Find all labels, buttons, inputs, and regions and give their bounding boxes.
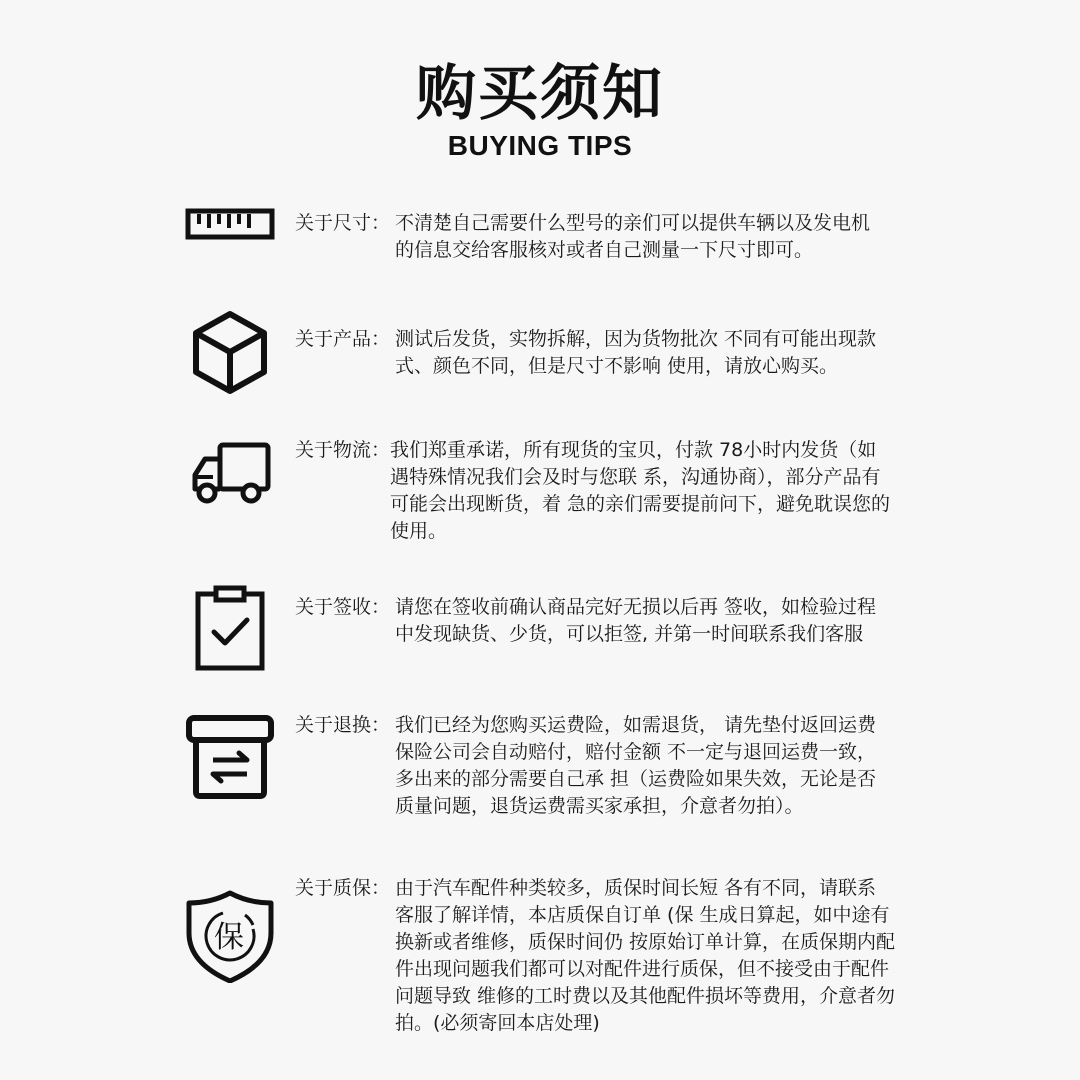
page-subtitle: BUYING TIPS (447, 130, 633, 161)
clipboard-check-icon (183, 582, 277, 676)
return-box-icon (183, 710, 277, 804)
ruler-icon (183, 194, 277, 288)
tip-label: 关于退换： (295, 714, 391, 736)
tip-label: 关于尺寸： (295, 212, 391, 234)
warranty-icon-text: 保 (214, 920, 244, 955)
tip-description: 不清楚自己需要什么型号的亲们可以提供车辆以及发电机 的信息交给客服核对或者自己测量一下尺寸即可。 (395, 212, 871, 261)
tip-label: 关于物流： (295, 439, 391, 461)
tip-label: 关于质保： (295, 877, 391, 899)
truck-icon (183, 433, 277, 527)
tip-label: 关于签收： (295, 596, 391, 618)
tip-label: 关于产品： (295, 328, 391, 350)
tip-description: 我们已经为您购买运费险，如需退货， 请先垫付返回运费 保险公司会自动赔付，赔付金额 不一定与退回运费一致， 多出来的部分需要自己承 担（运费险如果失效，无论是否 质量问题，退货运费需买家承担，介意者勿拍）。 (395, 714, 877, 817)
tip-description: 由于汽车配件种类较多，质保时间长短 各有不同，请联系 客服了解详情，本店质保自订单 (保 生成日算起，如中途有 换新或者维修，质保时间仍 按原始订单计算，在质保期内配 件出现问题我们都可以对配件进行质保，但不接受由于配件 问题导致 维修的工时费以及其他配件损坏等费用，介意者勿 拍。(必须寄回本店处理) (395, 877, 896, 1034)
box-icon (183, 306, 277, 400)
tip-description: 请您在签收前确认商品完好无损以后再 签收，如检验过程 中发现缺货、少货，可以拒签, 并第一时间联系我们客服 (395, 596, 877, 645)
warranty-shield-icon (183, 889, 277, 983)
tip-description: 测试后发货，实物拆解，因为货物批次 不同有可能出现款 式、颜色不同，但是尺寸不影响 使用，请放心购买。 (395, 328, 877, 377)
page-title: 购买须知 (416, 59, 664, 129)
tip-description: 我们郑重承诺，所有现货的宝贝，付款 78小时内发货（如 遇特殊情况我们会及时与您联 系，沟通协商），部分产品有 可能会出现断货，着 急的亲们需要提前问下，避免耽误您的 使用。 (390, 439, 891, 542)
